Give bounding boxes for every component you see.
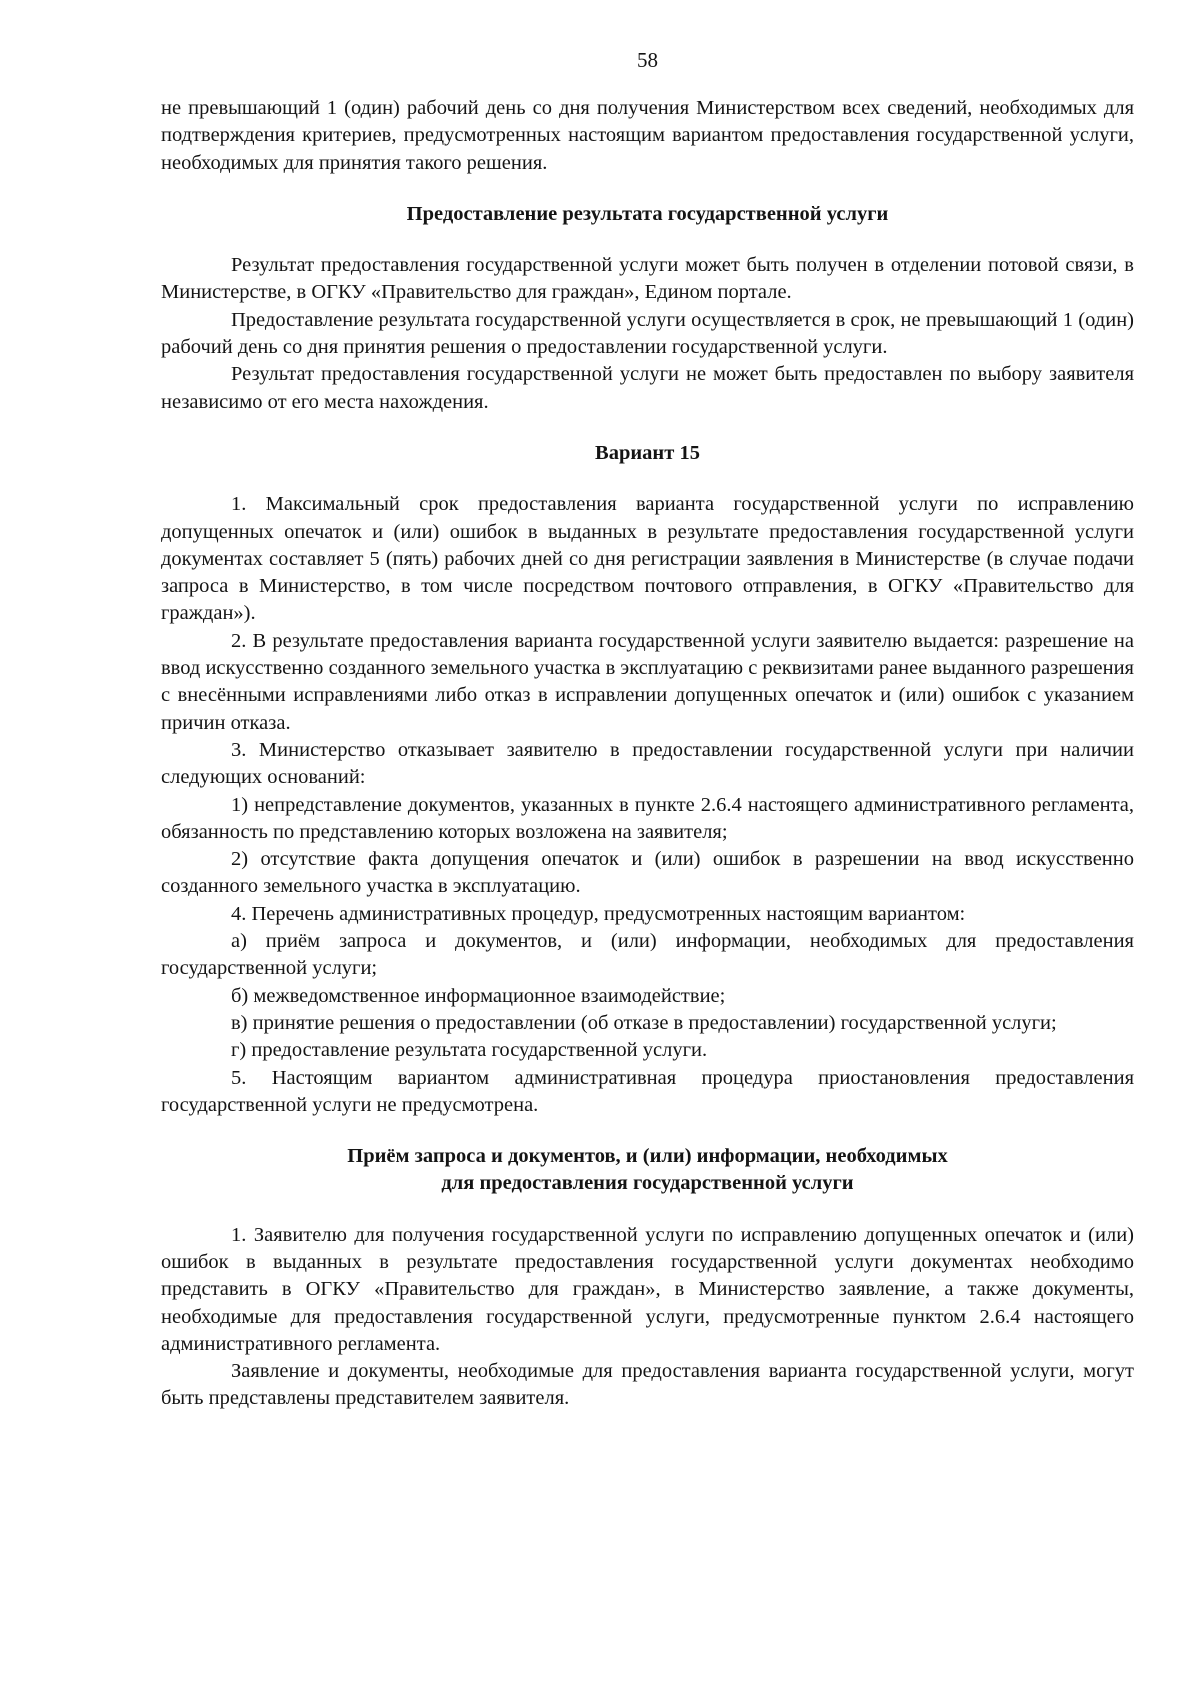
reception-section-heading [161,1143,1134,1198]
variant-item: 2. В результате предоставления варианта государственной услуги заявителю выдается: разрешение на ввод искусственно созданного земельного участка в эксплуатацию с реквизитами ранее выданного разрешения с внесёнными исправлениями либо отказ в исправлении допущенных опечаток и (или) ошибок с указанием причин отказа. [161,629,1134,734]
result-paragraph: Результат предоставления государственной услуги может быть получен в отделении потовой связи, в Министерстве, в ОГКУ «Правительство для граждан», Едином портале. [161,254,1134,304]
variant-item: 1. Максимальный срок предоставления варианта государственной услуги по исправлению допущенных опечаток и (или) ошибок в выданных в результате предоставления государственной услуги документах составляет 5 (пять) рабочих дней со дня регистрации заявления в Министерстве (в случае подачи запроса в Министерство, в том числе посредством почтового отправления, в ОГКУ «Правительство для граждан»). [161,493,1134,625]
variant-subitem: б) межведомственное информационное взаимодействие; [231,984,726,1007]
variant-item: 4. Перечень административных процедур, предусмотренных настоящим вариантом: [231,902,966,925]
variant-item: 3. Министерство отказывает заявителю в предоставлении государственной услуги при наличии следующих оснований: [161,738,1134,789]
document-page [161,48,1134,1413]
variant-subitem: 1) непредставление документов, указанных в пункте 2.6.4 настоящего административного регламента, обязанность по представлению которых возложена на заявителя; [161,793,1134,843]
variant-subitem: г) предоставление результата государственной услуги. [231,1039,708,1062]
spacer [161,1119,1134,1143]
reception-paragraph: 1. Заявителю для получения государственной услуги по исправлению допущенных опечаток и (или) ошибок в выданных в результате предоставления государственной услуги документах необходимо представить в ОГКУ «Правительство для граждан», в Министерство заявление, а также документы, необходимые для предоставления государственной услуги, предусмотренные пунктом 2.6.4 настоящего административного регламента. [161,1223,1134,1355]
spacer [161,1198,1134,1222]
spacer [161,416,1134,440]
result-paragraph: Результат предоставления государственной услуги не может быть предоставлен по выбору заявителя независимо от его места нахождения. [161,363,1134,413]
spacer [161,177,1134,201]
reception-heading-line-1: Приём запроса и документов, и (или) информации, необходимых [347,1145,948,1168]
spacer [161,467,1134,491]
intro-paragraph: не превышающий 1 (один) рабочий день со дня получения Министерством всех сведений, необходимых для подтверждения критериев, предусмотренных настоящим вариантом предоставления государственной услуги, необходимых для принятия такого решения. [161,97,1134,174]
variant-subitem: 2) отсутствие факта допущения опечаток и (или) ошибок в разрешении на ввод искусственно созданного земельного участка в эксплуатацию. [161,848,1134,898]
page-number: 58 [637,48,658,72]
variant-subitem: а) приём запроса и документов, и (или) информации, необходимых для предоставления государственной услуги; [161,930,1134,980]
variant-item: 5. Настоящим вариантом административная процедура приостановления предоставления государственной услуги не предусмотрена. [161,1066,1134,1116]
spacer [161,228,1134,252]
reception-heading-line-2: для предоставления государственной услуги [441,1172,854,1195]
result-section-heading: Предоставление результата государственной услуги [406,202,889,225]
variant-section-heading: Вариант 15 [595,441,700,464]
result-paragraph: Предоставление результата государственной услуги осуществляется в срок, не превышающий 1 (один) рабочий день со дня принятия решения о предоставлении государственной услуги. [161,308,1134,359]
variant-subitem: в) принятие решения о предоставлении (об отказе в предоставлении) государственной услуги; [231,1011,1057,1034]
reception-paragraph: Заявление и документы, необходимые для предоставления варианта государственной услуги, могут быть представлены представителем заявителя. [161,1360,1134,1410]
